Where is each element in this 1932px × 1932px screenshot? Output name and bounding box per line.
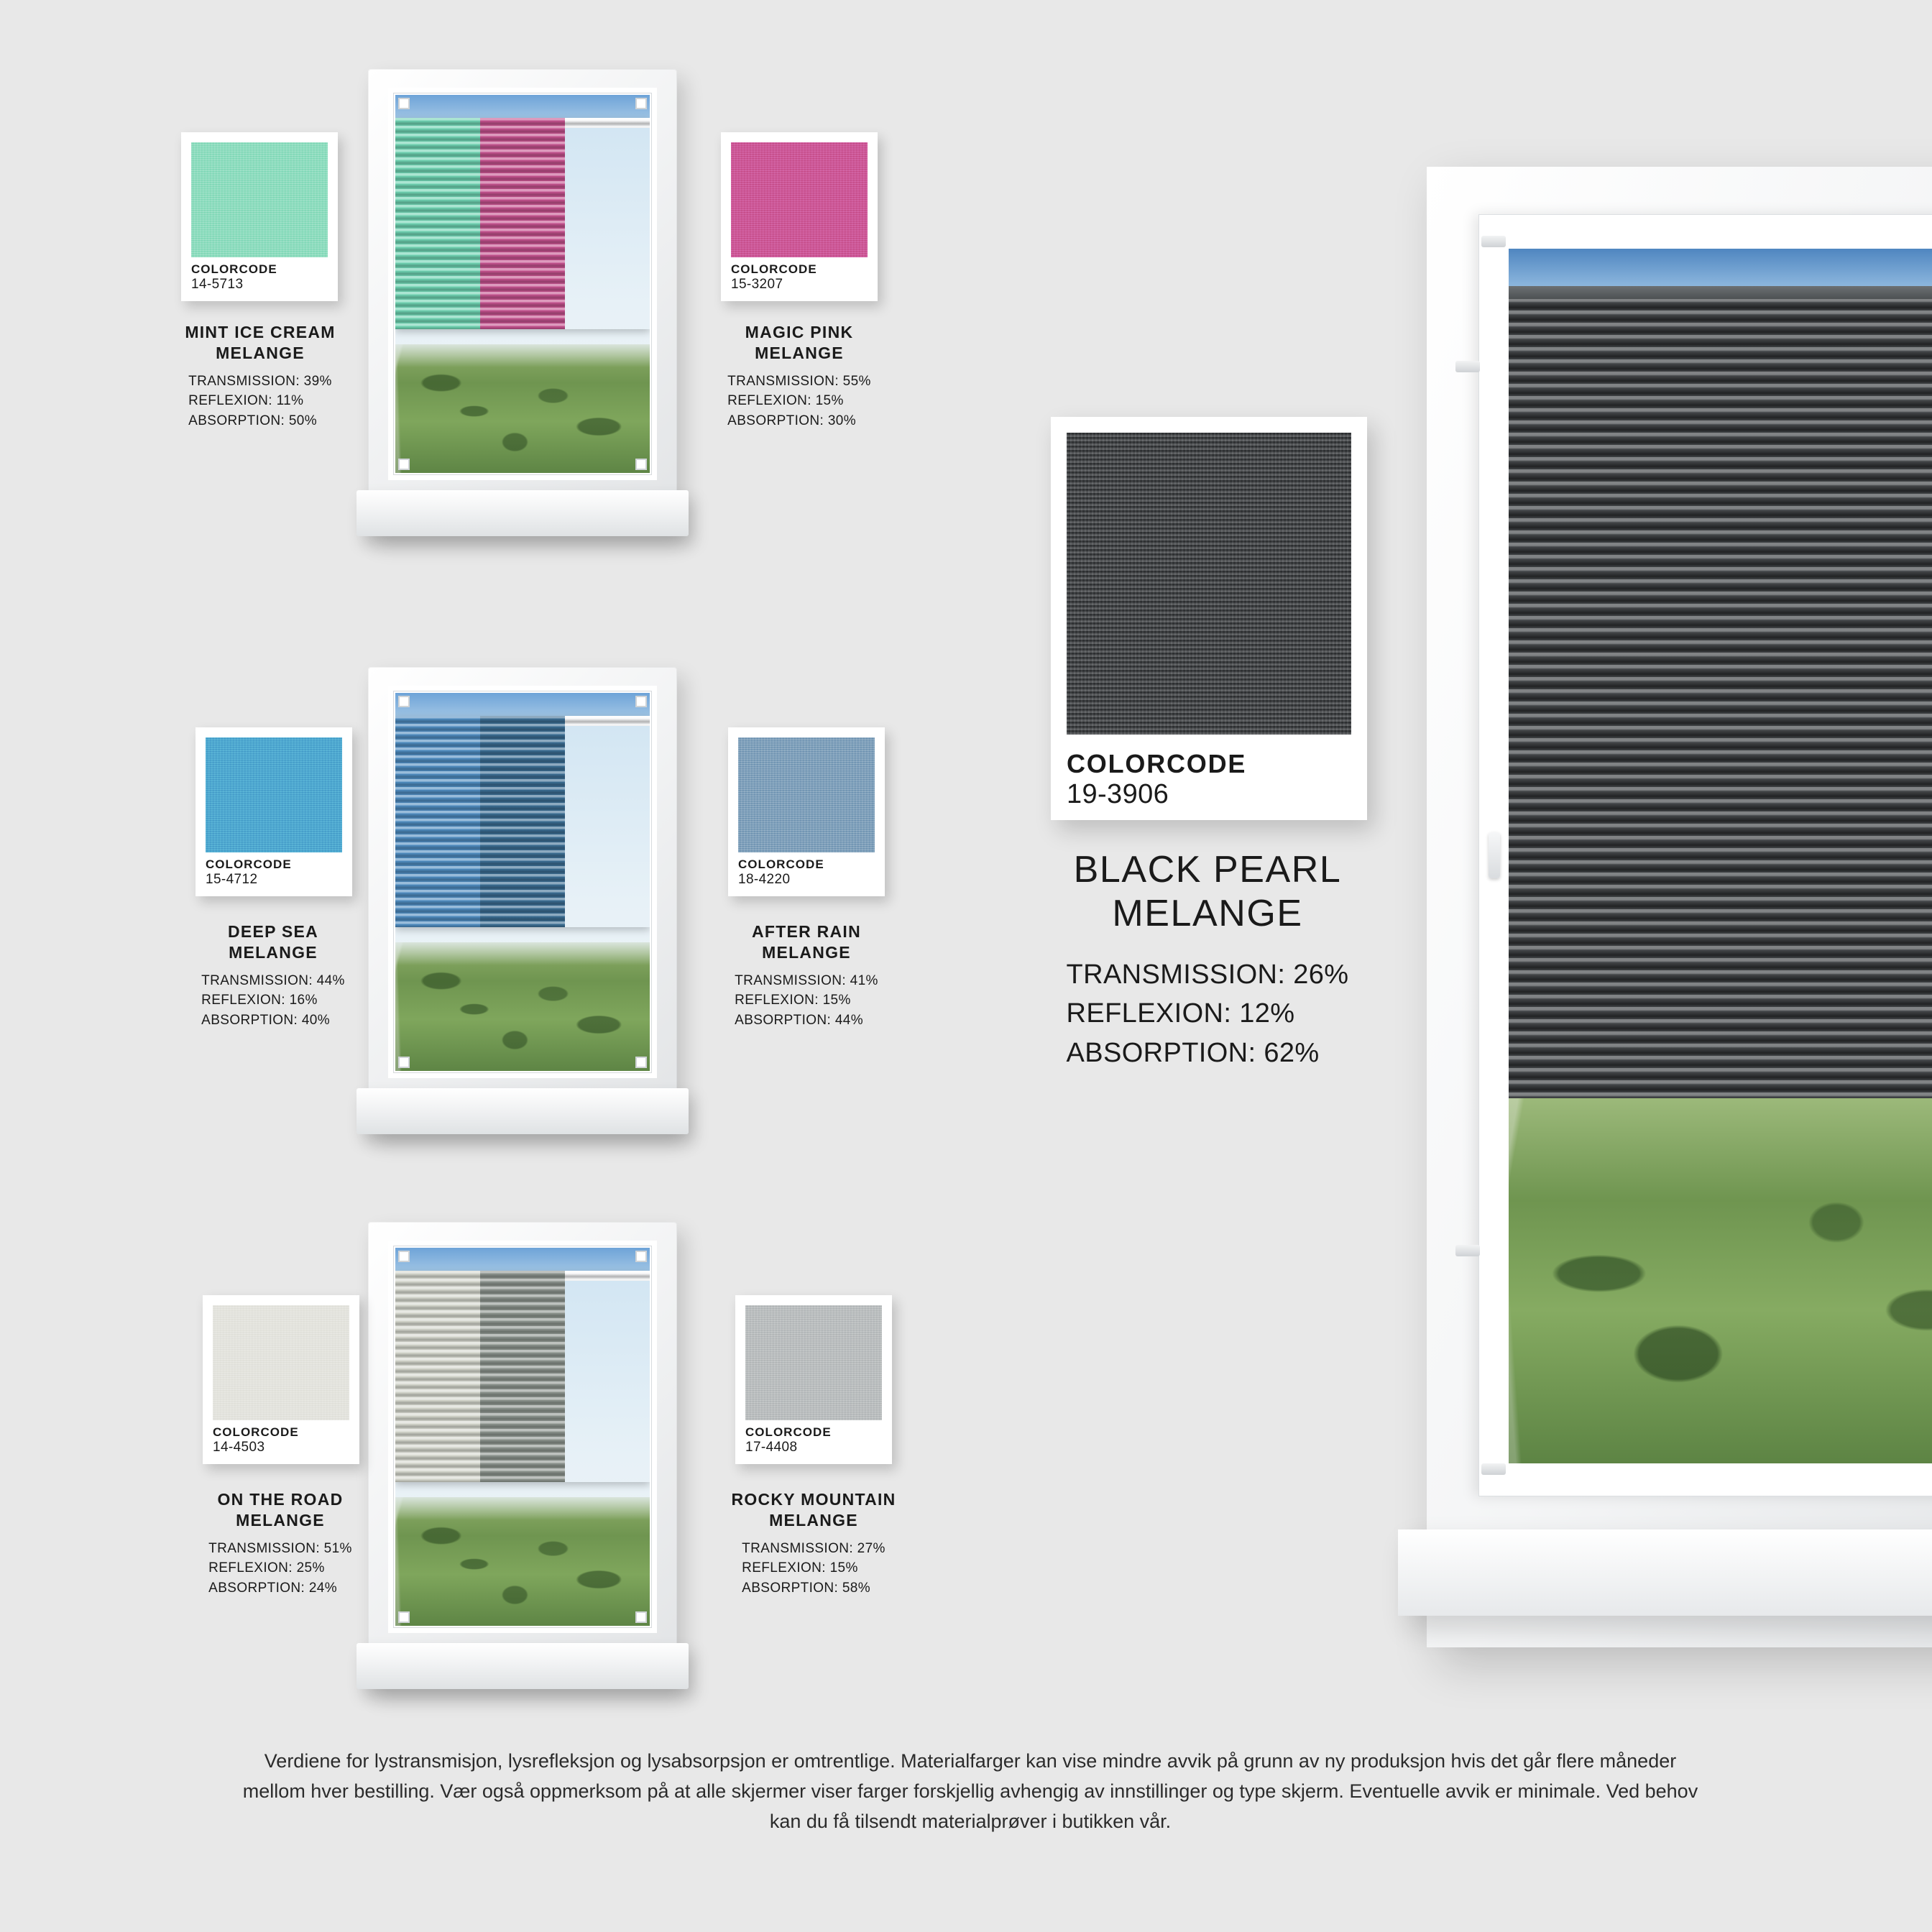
color-name-line1: DEEP SEA xyxy=(227,922,319,941)
color-name-line1: BLACK PEARL xyxy=(1073,849,1342,891)
transmission-value: TRANSMISSION: 41% xyxy=(735,972,878,988)
reflexion-value: REFLEXION: 15% xyxy=(742,1560,858,1576)
color-info-black-pearl-melange xyxy=(992,848,1423,1073)
sash-corner-top-left xyxy=(398,1251,410,1262)
window-sill xyxy=(356,1088,689,1134)
sash-corner-top-right xyxy=(635,696,647,707)
window-glass xyxy=(395,1248,650,1626)
absorption-value: ABSORPTION: 44% xyxy=(735,1012,864,1028)
transmission-value: TRANSMISSION: 55% xyxy=(727,373,871,389)
window-landscape-view xyxy=(395,1497,650,1626)
transmission-value: TRANSMISSION: 44% xyxy=(201,972,345,988)
reflexion-value: REFLEXION: 25% xyxy=(208,1560,325,1576)
window-sill xyxy=(356,1643,689,1689)
sky-band xyxy=(1509,249,1932,286)
swatch-chip xyxy=(745,1305,882,1420)
sash-corner-top-left xyxy=(398,98,410,109)
color-name-line1: ROCKY MOUNTAIN xyxy=(731,1490,896,1509)
color-name-line2: MELANGE xyxy=(236,1511,325,1530)
window-sash xyxy=(388,1241,657,1633)
colorcode-value: 19-3906 xyxy=(1067,779,1169,809)
colorcode-label: COLORCODE xyxy=(191,262,277,276)
pleated-blind xyxy=(395,1271,650,1483)
colorcode-value: 14-4503 xyxy=(213,1439,265,1455)
window-sash xyxy=(1478,214,1932,1496)
absorption-value: ABSORPTION: 24% xyxy=(208,1580,338,1596)
sash-corner-top-right xyxy=(635,1251,647,1262)
colorcode-label: COLORCODE xyxy=(213,1425,299,1439)
sash-corner-bottom-left xyxy=(398,1611,410,1623)
frame-hinge-upper xyxy=(1455,361,1480,372)
swatch-chip xyxy=(1067,433,1351,735)
color-info-magic-pink-melange xyxy=(699,322,900,431)
color-name-line2: MELANGE xyxy=(755,344,844,363)
color-name-line1: MAGIC PINK xyxy=(745,323,854,341)
swatch-chip xyxy=(731,142,868,257)
swatch-chip xyxy=(738,737,875,852)
sash-corner-bottom-right xyxy=(635,459,647,470)
window-mockup-row-1 xyxy=(368,69,677,536)
color-name-line2: MELANGE xyxy=(769,1511,858,1530)
window-sash xyxy=(388,88,657,480)
sash-corner-bottom-right xyxy=(635,1611,647,1623)
window-mockup-hero xyxy=(1427,167,1932,1647)
absorption-value: ABSORPTION: 30% xyxy=(727,413,857,428)
window-glass xyxy=(1509,249,1932,1463)
window-sill xyxy=(1398,1530,1932,1616)
color-name-line2: MELANGE xyxy=(1112,893,1303,935)
colorcode-value: 17-4408 xyxy=(745,1439,798,1455)
sky-band xyxy=(395,693,650,716)
color-info-deep-sea-melange xyxy=(172,921,374,1031)
window-mockup-row-2 xyxy=(368,667,677,1134)
window-glass xyxy=(395,95,650,473)
color-info-rocky-mountain-melange xyxy=(706,1489,921,1598)
pleated-blind xyxy=(395,118,650,330)
colorcode-label: COLORCODE xyxy=(745,1425,832,1439)
sash-corner-bottom-right xyxy=(635,1057,647,1068)
blind-head-rail xyxy=(565,1271,650,1281)
blind-head-rail xyxy=(565,716,650,726)
absorption-value: ABSORPTION: 62% xyxy=(1066,1038,1320,1069)
sky-band xyxy=(395,1248,650,1271)
swatch-chip xyxy=(213,1305,349,1420)
reflexion-value: REFLEXION: 11% xyxy=(188,393,304,409)
sash-hinge-bottom xyxy=(1481,1463,1506,1475)
transmission-value: TRANSMISSION: 27% xyxy=(742,1540,886,1556)
blind-head-rail xyxy=(565,118,650,128)
colorcode-label: COLORCODE xyxy=(731,262,817,276)
color-name-line2: MELANGE xyxy=(216,344,305,363)
window-handle[interactable] xyxy=(1489,832,1500,878)
blind-half-right xyxy=(480,118,565,330)
color-name-line2: MELANGE xyxy=(229,943,318,962)
swatch-chip xyxy=(191,142,328,257)
sky-band xyxy=(395,95,650,118)
colorcode-label: COLORCODE xyxy=(206,857,292,871)
swatch-card-on-the-road-melange xyxy=(203,1295,359,1464)
swatch-card-mint-ice-cream-melange xyxy=(181,132,338,301)
absorption-value: ABSORPTION: 50% xyxy=(188,413,318,428)
reflexion-value: REFLEXION: 12% xyxy=(1066,998,1295,1029)
reflexion-value: REFLEXION: 16% xyxy=(201,993,318,1008)
color-info-on-the-road-melange xyxy=(180,1489,381,1598)
absorption-value: ABSORPTION: 40% xyxy=(201,1012,331,1028)
color-name-line1: MINT ICE CREAM xyxy=(185,323,336,341)
reflexion-value: REFLEXION: 15% xyxy=(727,393,844,409)
blind-half-left xyxy=(395,118,480,330)
transmission-value: TRANSMISSION: 26% xyxy=(1066,959,1349,990)
colorcode-label: COLORCODE xyxy=(738,857,824,871)
sash-corner-bottom-left xyxy=(398,459,410,470)
frame-hinge-lower xyxy=(1455,1245,1480,1256)
colorcode-value: 18-4220 xyxy=(738,871,791,887)
sash-corner-top-left xyxy=(398,696,410,707)
colorcode-value: 14-5713 xyxy=(191,276,244,292)
window-landscape-view xyxy=(395,344,650,473)
blind-half-right xyxy=(480,716,565,928)
color-name-line1: AFTER RAIN xyxy=(752,922,861,941)
colorcode-label: COLORCODE xyxy=(1067,749,1247,778)
swatch-card-rocky-mountain-melange xyxy=(735,1295,892,1464)
colorcode-value: 15-4712 xyxy=(206,871,258,887)
color-info-after-rain-melange xyxy=(706,921,907,1031)
sash-corner-bottom-left xyxy=(398,1057,410,1068)
pleated-blind xyxy=(395,716,650,928)
absorption-value: ABSORPTION: 58% xyxy=(742,1580,871,1596)
color-name-line1: ON THE ROAD xyxy=(217,1490,344,1509)
sash-corner-top-right xyxy=(635,98,647,109)
transmission-value: TRANSMISSION: 39% xyxy=(188,373,332,389)
reflexion-value: REFLEXION: 15% xyxy=(735,993,851,1008)
pleated-blind-black-pearl xyxy=(1509,286,1932,1098)
color-info-mint-ice-cream-melange xyxy=(160,322,361,431)
blind-half-left xyxy=(395,716,480,928)
swatch-card-black-pearl-melange xyxy=(1051,417,1367,820)
disclaimer-text: Verdiene for lystransmisjon, lysrefleksjon og lysabsorpsjon er omtrentlige. Materialfarger kan vise mindre avvik på grunn av ny produksjon hvis det går flere måneder mellom hver bestilling. Vær også oppmerksom på at alle skjermer viser farger forskjellig avhengig av innstillinger og type skjerm. Eventuelle avvik er minimale. Ved behov kan du få tilsendt materialprøver i butikken vår. xyxy=(242,1750,1698,1832)
window-sash xyxy=(388,686,657,1078)
sash-hinge-top xyxy=(1481,236,1506,247)
window-glass xyxy=(395,693,650,1071)
swatch-card-magic-pink-melange xyxy=(721,132,878,301)
window-landscape-view xyxy=(1509,1098,1932,1463)
swatch-chip xyxy=(206,737,342,852)
window-landscape-view xyxy=(395,942,650,1071)
blind-half-right xyxy=(480,1271,565,1483)
blind-half-left xyxy=(395,1271,480,1483)
window-mockup-row-3 xyxy=(368,1222,677,1689)
swatch-card-deep-sea-melange xyxy=(196,727,352,896)
swatch-card-after-rain-melange xyxy=(728,727,885,896)
colorcode-value: 15-3207 xyxy=(731,276,783,292)
window-sill xyxy=(356,490,689,536)
color-name-line2: MELANGE xyxy=(762,943,851,962)
transmission-value: TRANSMISSION: 51% xyxy=(208,1540,352,1556)
blind-head-rail xyxy=(1509,286,1932,299)
